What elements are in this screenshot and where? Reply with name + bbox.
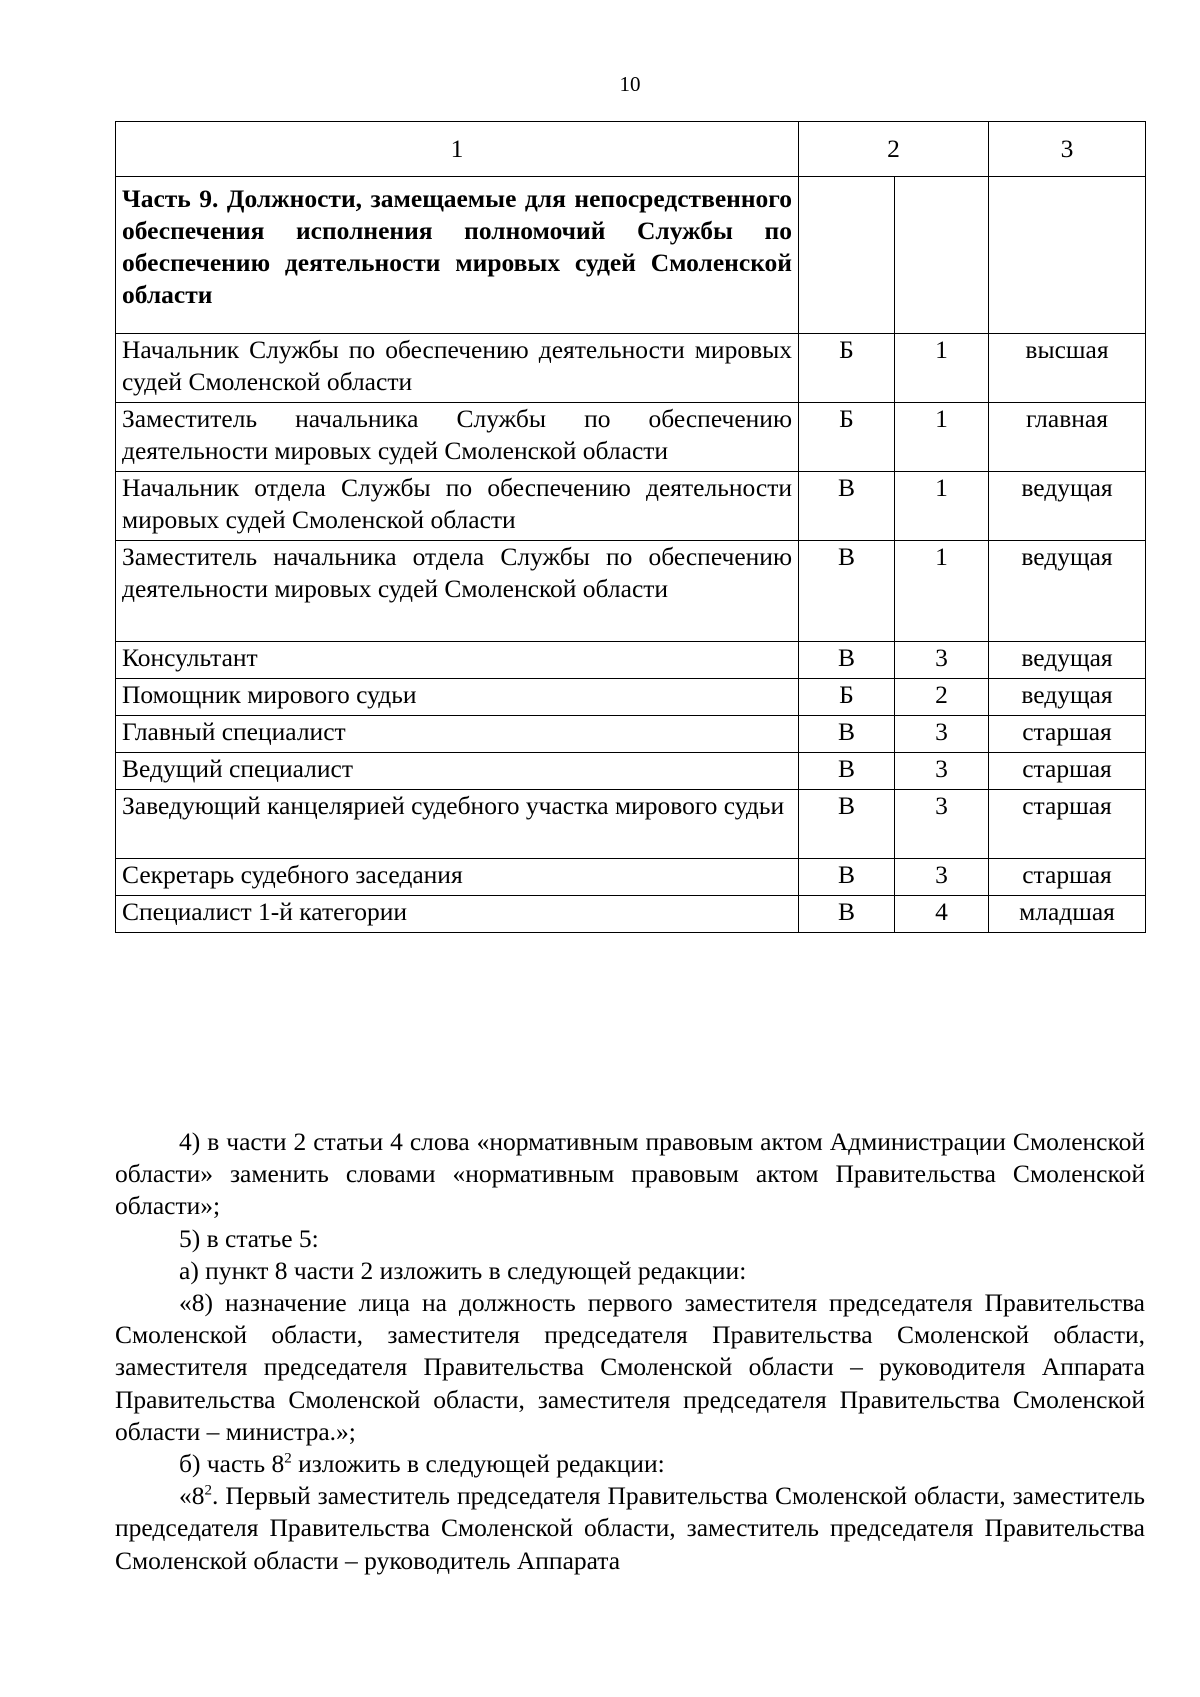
paragraph-5b: [115, 1448, 1145, 1480]
section-title: Часть 9. Должности, замещаемые для непосредственного обеспечения исполнения полномочий Службы по обеспечению деятельности мировых судей Смоленской области: [116, 177, 799, 334]
header-col-1: 1: [116, 122, 799, 177]
page-number: 10: [619, 72, 641, 96]
section-empty-cell: [799, 177, 895, 334]
table-row: [116, 403, 1146, 472]
position-cell: Специалист 1-й категории: [116, 896, 799, 933]
category-cell: ведущая: [989, 472, 1146, 541]
paragraph-5b-text-end: изложить в следующей редакции:: [291, 1449, 665, 1479]
group-cell: В: [799, 753, 895, 790]
table-row: [116, 679, 1146, 716]
position-cell: Консультант: [116, 642, 799, 679]
paragraph-item-8: «8) назначение лица на должность первого заместителя председателя Правительства Смоленской области, заместителя председателя Правительства Смоленской области, заместителя председателя Правительства Смоленской области – руководителя Аппарата Правительства Смоленской области, заместителя председателя Правительства Смоленской области – министра.»;: [115, 1288, 1145, 1446]
group-cell: В: [799, 472, 895, 541]
category-cell: старшая: [989, 753, 1146, 790]
count-cell: 2: [895, 679, 989, 716]
table-row: [116, 334, 1146, 403]
header-col-2: 2: [799, 122, 989, 177]
section-empty-cell: [989, 177, 1146, 334]
count-cell: 3: [895, 716, 989, 753]
count-cell: 4: [895, 896, 989, 933]
category-cell: ведущая: [989, 541, 1146, 642]
count-cell: 1: [895, 403, 989, 472]
category-cell: младшая: [989, 896, 1146, 933]
section-empty-cell: [895, 177, 989, 334]
group-cell: В: [799, 896, 895, 933]
group-cell: В: [799, 859, 895, 896]
superscript: 2: [284, 1450, 292, 1467]
paragraph-5a: а) пункт 8 части 2 изложить в следующей редакции:: [179, 1255, 747, 1285]
positions-table: [115, 121, 1146, 933]
position-cell: Помощник мирового судьи: [116, 679, 799, 716]
table-row: [116, 790, 1146, 859]
paragraph-part-8-2: [115, 1480, 1145, 1577]
paragraph-5b-text-start: б) часть 8: [179, 1449, 285, 1479]
count-cell: 1: [895, 472, 989, 541]
table-row: [116, 859, 1146, 896]
count-cell: 3: [895, 642, 989, 679]
position-cell: Главный специалист: [116, 716, 799, 753]
category-cell: старшая: [989, 716, 1146, 753]
body-text: [115, 1126, 1145, 1577]
group-cell: В: [799, 716, 895, 753]
group-cell: В: [799, 541, 895, 642]
table-row: [116, 716, 1146, 753]
header-col-3: 3: [989, 122, 1146, 177]
group-cell: Б: [799, 679, 895, 716]
group-cell: Б: [799, 403, 895, 472]
paragraph-5: 5) в статье 5:: [179, 1223, 319, 1253]
category-cell: ведущая: [989, 642, 1146, 679]
position-cell: Начальник отдела Службы по обеспечению деятельности мировых судей Смоленской области: [116, 472, 799, 541]
position-cell: Заместитель начальника Службы по обеспечению деятельности мировых судей Смоленской области: [116, 403, 799, 472]
position-cell: Начальник Службы по обеспечению деятельности мировых судей Смоленской области: [116, 334, 799, 403]
position-cell: Заместитель начальника отдела Службы по обеспечению деятельности мировых судей Смоленской области: [116, 541, 799, 642]
superscript: 2: [204, 1482, 212, 1499]
paragraph-8-2-text-end: . Первый заместитель председателя Правительства Смоленской области, заместитель председателя Правительства Смоленской области, заместитель председателя Правительства Смоленской области – руководитель Аппарата: [115, 1481, 1145, 1575]
count-cell: 1: [895, 541, 989, 642]
category-cell: ведущая: [989, 679, 1146, 716]
group-cell: В: [799, 642, 895, 679]
position-cell: Заведующий канцелярией судебного участка мирового судьи: [116, 790, 799, 859]
group-cell: В: [799, 790, 895, 859]
paragraph-8-2-text-start: «8: [179, 1481, 205, 1511]
table-row: [116, 753, 1146, 790]
table-row: [116, 896, 1146, 933]
category-cell: высшая: [989, 334, 1146, 403]
count-cell: 3: [895, 790, 989, 859]
table-row: [116, 541, 1146, 642]
table-header-row: [116, 122, 1146, 177]
category-cell: старшая: [989, 790, 1146, 859]
section-row: [116, 177, 1146, 334]
count-cell: 1: [895, 334, 989, 403]
table-row: [116, 642, 1146, 679]
position-cell: Секретарь судебного заседания: [116, 859, 799, 896]
position-cell: Ведущий специалист: [116, 753, 799, 790]
count-cell: 3: [895, 859, 989, 896]
category-cell: старшая: [989, 859, 1146, 896]
category-cell: главная: [989, 403, 1146, 472]
table-row: [116, 472, 1146, 541]
count-cell: 3: [895, 753, 989, 790]
group-cell: Б: [799, 334, 895, 403]
paragraph-4: 4) в части 2 статьи 4 слова «нормативным правовым актом Администрации Смоленской области» заменить словами «нормативным правовым актом Правительства Смоленской области»;: [115, 1127, 1145, 1221]
